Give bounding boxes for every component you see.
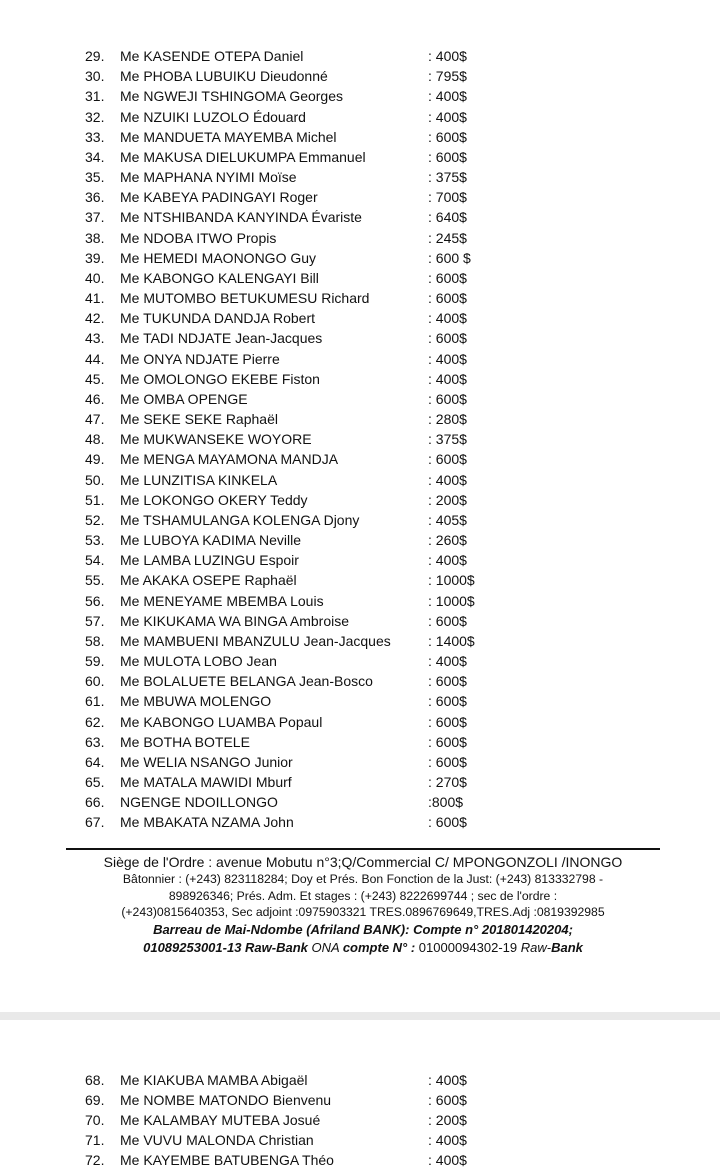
lawyer-name: Me KABONGO KALENGAYI Bill: [120, 269, 319, 286]
item-number: 48.: [85, 431, 105, 448]
lawyer-name: Me OMBA OPENGE: [120, 390, 248, 407]
fee-amount: : 375$: [428, 431, 467, 448]
list-item: [0, 691, 720, 711]
list-item: [0, 288, 720, 308]
item-number: 29.: [85, 48, 105, 64]
item-number: 66.: [85, 794, 105, 811]
lawyer-name: Me TADI NDJATE Jean-Jacques: [120, 330, 323, 347]
footer-contacts-3: (+243)0815640353, Sec adjoint :0975903321 TRES.0896769649,TRES.Adj :0819392985: [121, 905, 605, 919]
fee-amount: : 400$: [428, 108, 467, 125]
list-item: [0, 207, 720, 227]
list-item: [0, 389, 720, 409]
item-number: 59.: [85, 653, 105, 670]
item-number: 40.: [85, 269, 105, 286]
fee-amount: : 600$: [428, 330, 467, 347]
fee-amount: : 400$: [428, 471, 467, 488]
item-number: 52.: [85, 511, 105, 528]
item-number: 56.: [85, 592, 105, 609]
fee-amount: : 400$: [428, 552, 467, 569]
fee-amount: : 600$: [428, 733, 467, 750]
fee-amount: : 600$: [428, 612, 467, 629]
fee-amount: : 400$: [428, 1072, 467, 1088]
footer-divider: [66, 848, 660, 850]
lawyer-name: NGENGE NDOILLONGO: [120, 794, 278, 811]
fee-amount: : 400$: [428, 653, 467, 670]
lawyer-name: Me MAPHANA NYIMI Moïse: [120, 169, 297, 186]
list-item: [0, 1070, 720, 1090]
item-number: 64.: [85, 753, 105, 770]
fee-amount: : 600$: [428, 451, 467, 468]
bank-account-part: 01089253001-13 Raw-Bank: [143, 939, 312, 955]
lawyer-name: Me NZUIKI LUZOLO Édouard: [120, 108, 306, 125]
fee-amount: : 600$: [428, 713, 467, 730]
footer-bank-account-2: [66, 939, 660, 957]
item-number: 67.: [85, 814, 105, 831]
lawyer-name: Me KABEYA PADINGAYI Roger: [120, 189, 318, 206]
fee-amount: : 600$: [428, 673, 467, 690]
list-item: [0, 449, 720, 469]
footer-address: Siège de l'Ordre : avenue Mobutu n°3;Q/Commercial C/ MPONGONZOLI /INONGO: [103, 854, 623, 870]
lawyer-name: Me MENGA MAYAMONA MANDJA: [120, 451, 339, 468]
list-item: [0, 550, 720, 570]
fee-amount: : 600$: [428, 693, 467, 710]
fee-amount: : 1000$: [428, 592, 475, 609]
list-item: [0, 792, 720, 812]
item-number: 60.: [85, 673, 105, 690]
fee-amount: : 1000$: [428, 572, 475, 589]
item-number: 68.: [85, 1072, 105, 1088]
item-number: 32.: [85, 108, 105, 125]
item-number: 34.: [85, 148, 105, 165]
lawyer-name: Me OMOLONGO EKEBE Fiston: [120, 370, 320, 387]
list-item: [0, 1130, 720, 1150]
lawyer-name: Me HEMEDI MAONONGO Guy: [120, 249, 317, 266]
list-item: [0, 812, 720, 832]
list-item: [0, 530, 720, 550]
list-item: [0, 86, 720, 106]
list-item: [0, 349, 720, 369]
fee-amount: : 600$: [428, 148, 467, 165]
list-item: [0, 752, 720, 772]
list-item: [0, 772, 720, 792]
lawyer-name: Me LOKONGO OKERY Teddy: [120, 491, 308, 508]
item-number: 38.: [85, 229, 105, 246]
lawyer-name: Me NOMBE MATONDO Bienvenu: [120, 1092, 332, 1109]
lawyer-name: Me NTSHIBANDA KANYINDA Évariste: [120, 209, 362, 226]
fee-amount: : 600$: [428, 269, 467, 286]
list-item: [0, 268, 720, 288]
bank-account-part: ONA: [311, 939, 343, 955]
list-item: [0, 127, 720, 147]
list-item: [0, 1150, 720, 1170]
item-number: 72.: [85, 1152, 105, 1169]
fee-amount: : 600 $: [428, 249, 471, 266]
lawyer-name: Me KIAKUBA MAMBA Abigaël: [120, 1072, 308, 1088]
bank-account-part: Raw-: [520, 939, 552, 955]
page-separator: [0, 1012, 720, 1020]
fee-amount: : 400$: [428, 350, 467, 367]
footer-bank-account-1: Barreau de Mai-Ndombe (Afriland BANK): Compte n° 201801420204;: [153, 921, 573, 937]
item-number: 42.: [85, 310, 105, 327]
fee-amount: : 600$: [428, 753, 467, 770]
fee-amount: : 260$: [428, 532, 467, 549]
list-item: [0, 671, 720, 691]
list-item: [0, 470, 720, 490]
fee-amount: : 600$: [428, 290, 467, 307]
item-number: 37.: [85, 209, 105, 226]
lawyer-name: Me MULOTA LOBO Jean: [120, 653, 277, 670]
lawyer-name: Me KIKUKAMA WA BINGA Ambroise: [120, 612, 349, 629]
item-number: 65.: [85, 774, 105, 791]
item-number: 58.: [85, 632, 105, 649]
fee-amount: : 600$: [428, 814, 467, 831]
document-page-2: [0, 1020, 720, 1168]
item-number: 36.: [85, 189, 105, 206]
fee-amount: : 600$: [428, 390, 467, 407]
item-number: 30.: [85, 68, 105, 85]
item-number: 45.: [85, 370, 105, 387]
list-item: [0, 712, 720, 732]
fee-amount: : 200$: [428, 1112, 467, 1129]
fee-amount: : 405$: [428, 511, 467, 528]
list-item: [0, 248, 720, 268]
item-number: 70.: [85, 1112, 105, 1129]
list-item: [0, 187, 720, 207]
list-item: [0, 611, 720, 631]
item-number: 49.: [85, 451, 105, 468]
list-item: [0, 1090, 720, 1110]
lawyer-name: Me WELIA NSANGO Junior: [120, 753, 293, 770]
lawyer-name: Me NGWEJI TSHINGOMA Georges: [120, 88, 344, 105]
fee-amount: : 400$: [428, 1132, 467, 1149]
item-number: 35.: [85, 169, 105, 186]
fee-amount: : 200$: [428, 491, 467, 508]
list-item: [0, 308, 720, 328]
fee-amount: :800$: [428, 794, 464, 811]
list-item: [0, 409, 720, 429]
lawyer-name: Me MUTOMBO BETUKUMESU Richard: [120, 290, 370, 307]
letterhead-footer: [66, 854, 660, 957]
item-number: 39.: [85, 249, 105, 266]
item-number: 44.: [85, 350, 105, 367]
list-item: [0, 167, 720, 187]
lawyer-name: Me PHOBA LUBUIKU Dieudonné: [120, 68, 328, 85]
fee-amount: : 400$: [428, 48, 467, 64]
lawyer-name: Me LUBOYA KADIMA Neville: [120, 532, 302, 549]
lawyer-name: Me KABONGO LUAMBA Popaul: [120, 713, 323, 730]
lawyer-name: Me AKAKA OSEPE Raphaël: [120, 572, 297, 589]
list-item: [0, 369, 720, 389]
list-item: [0, 107, 720, 127]
fee-amount: : 245$: [428, 229, 467, 246]
lawyer-name: Me TUKUNDA DANDJA Robert: [120, 310, 316, 327]
item-number: 53.: [85, 532, 105, 549]
lawyer-name: Me LUNZITISA KINKELA: [120, 471, 278, 488]
list-item: [0, 1110, 720, 1130]
list-item: [0, 732, 720, 752]
item-number: 61.: [85, 693, 105, 710]
list-item: [0, 147, 720, 167]
lawyer-name: Me LAMBA LUZINGU Espoir: [120, 552, 299, 569]
list-item: [0, 510, 720, 530]
list-item: [0, 66, 720, 86]
lawyer-name: Me MBAKATA NZAMA John: [120, 814, 294, 831]
item-number: 41.: [85, 290, 105, 307]
bank-account-part: 01000094302-19: [418, 939, 521, 955]
item-number: 46.: [85, 390, 105, 407]
list-item: [0, 429, 720, 449]
fee-amount: : 600$: [428, 1092, 467, 1109]
lawyer-name: Me VUVU MALONDA Christian: [120, 1132, 314, 1149]
lawyer-name: Me BOLALUETE BELANGA Jean-Bosco: [120, 673, 373, 690]
list-item: [0, 328, 720, 348]
fee-amount: : 375$: [428, 169, 467, 186]
fee-amount: : 1400$: [428, 632, 475, 649]
footer-contacts-2: 898926346; Prés. Adm. Et stages : (+243) 8222699744 ; sec de l'ordre :: [168, 888, 558, 903]
item-number: 50.: [85, 471, 105, 488]
fee-amount: : 400$: [428, 88, 467, 105]
fee-amount: : 400$: [428, 310, 467, 327]
list-item: [0, 570, 720, 590]
lawyer-name: Me KASENDE OTEPA Daniel: [120, 48, 304, 64]
item-number: 57.: [85, 612, 105, 629]
lawyer-name: Me TSHAMULANGA KOLENGA Djony: [120, 511, 360, 528]
list-item: [0, 46, 720, 66]
lawyer-name: Me SEKE SEKE Raphaël: [120, 411, 278, 428]
fee-amount: : 400$: [428, 370, 467, 387]
item-number: 33.: [85, 128, 105, 145]
lawyer-name: Me KAYEMBE BATUBENGA Théo: [120, 1152, 334, 1169]
lawyer-name: Me ONYA NDJATE Pierre: [120, 350, 280, 367]
fee-amount: : 700$: [428, 189, 467, 206]
bank-account-part: compte N° :: [342, 939, 419, 955]
list-item: [0, 651, 720, 671]
lawyer-name: Me MAKUSA DIELUKUMPA Emmanuel: [120, 148, 366, 165]
list-item: [0, 591, 720, 611]
lawyer-name: Me MAMBUENI MBANZULU Jean-Jacques: [120, 632, 391, 649]
lawyer-name: Me KALAMBAY MUTEBA Josué: [120, 1112, 321, 1129]
fee-amount: : 795$: [428, 68, 467, 85]
item-number: 31.: [85, 88, 105, 105]
list-item: [0, 228, 720, 248]
fee-amount: : 280$: [428, 411, 467, 428]
fee-amount: : 400$: [428, 1152, 467, 1169]
bank-account-part: Bank: [551, 939, 583, 955]
lawyer-name: Me MATALA MAWIDI Mburf: [120, 774, 292, 791]
footer-contacts-1: Bâtonnier : (+243) 823118284; Doy et Prés. Bon Fonction de la Just: (+243) 813332798 -: [122, 872, 604, 886]
lawyer-name: Me BOTHA BOTELE: [120, 733, 250, 750]
item-number: 43.: [85, 330, 105, 347]
lawyer-name: Me MANDUETA MAYEMBA Michel: [120, 128, 337, 145]
lawyer-name: Me NDOBA ITWO Propis: [120, 229, 277, 246]
list-item: [0, 631, 720, 651]
fee-amount: : 640$: [428, 209, 467, 226]
lawyer-name: Me MUKWANSEKE WOYORE: [120, 431, 312, 448]
list-item: [0, 490, 720, 510]
fee-amount: : 600$: [428, 128, 467, 145]
item-number: 71.: [85, 1132, 105, 1149]
item-number: 47.: [85, 411, 105, 428]
item-number: 54.: [85, 552, 105, 569]
lawyer-name: Me MENEYAME MBEMBA Louis: [120, 592, 324, 609]
fee-amount: : 270$: [428, 774, 467, 791]
item-number: 63.: [85, 733, 105, 750]
item-number: 55.: [85, 572, 105, 589]
item-number: 69.: [85, 1092, 105, 1109]
item-number: 62.: [85, 713, 105, 730]
item-number: 51.: [85, 491, 105, 508]
lawyer-name: Me MBUWA MOLENGO: [120, 693, 272, 710]
